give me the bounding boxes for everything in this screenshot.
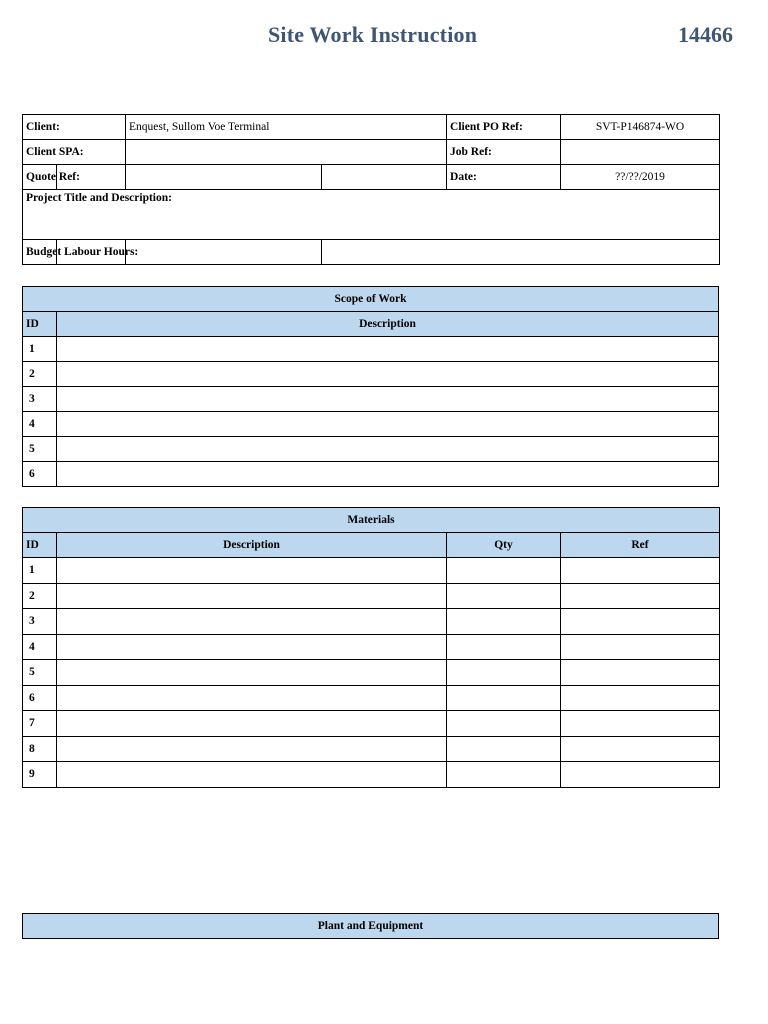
materials-row-description[interactable] bbox=[57, 685, 447, 711]
scope-row-id: 1 bbox=[23, 337, 57, 362]
materials-row-ref[interactable] bbox=[561, 609, 720, 635]
scope-header-row bbox=[23, 312, 719, 337]
materials-row-qty[interactable] bbox=[447, 711, 561, 737]
client-label: Client: bbox=[23, 115, 126, 140]
materials-row bbox=[23, 634, 720, 660]
client-spa-label: Client SPA: bbox=[23, 140, 126, 165]
scope-row-id: 4 bbox=[23, 412, 57, 437]
materials-row-qty[interactable] bbox=[447, 685, 561, 711]
materials-row-ref[interactable] bbox=[561, 711, 720, 737]
scope-row bbox=[23, 362, 719, 387]
quote-ref-extra[interactable] bbox=[322, 165, 447, 190]
materials-row-id: 1 bbox=[23, 558, 57, 584]
materials-row-id: 2 bbox=[23, 583, 57, 609]
materials-row-id: 7 bbox=[23, 711, 57, 737]
scope-row bbox=[23, 462, 719, 487]
scope-row-description[interactable] bbox=[57, 412, 719, 437]
quote-row bbox=[23, 165, 720, 190]
materials-row-ref[interactable] bbox=[561, 558, 720, 584]
materials-row-qty[interactable] bbox=[447, 583, 561, 609]
materials-row-qty[interactable] bbox=[447, 558, 561, 584]
materials-row-id: 9 bbox=[23, 762, 57, 788]
materials-col-description: Description bbox=[57, 533, 447, 558]
materials-row bbox=[23, 736, 720, 762]
budget-labour-hours-label: Budget Labour Hours: bbox=[26, 246, 139, 258]
scope-row-description[interactable] bbox=[57, 337, 719, 362]
materials-row bbox=[23, 609, 720, 635]
scope-row-id: 3 bbox=[23, 387, 57, 412]
scope-row-id: 2 bbox=[23, 362, 57, 387]
materials-row-id: 6 bbox=[23, 685, 57, 711]
materials-row-id: 5 bbox=[23, 660, 57, 686]
materials-row bbox=[23, 762, 720, 788]
materials-row-ref[interactable] bbox=[561, 736, 720, 762]
client-po-label: Client PO Ref: bbox=[447, 115, 561, 140]
date-label: Date: bbox=[447, 165, 561, 190]
budget-row bbox=[23, 240, 720, 265]
materials-row bbox=[23, 685, 720, 711]
materials-col-ref: Ref bbox=[561, 533, 720, 558]
materials-row bbox=[23, 583, 720, 609]
scope-row bbox=[23, 387, 719, 412]
plant-equipment-table bbox=[22, 913, 719, 939]
materials-row-qty[interactable] bbox=[447, 660, 561, 686]
materials-row-qty[interactable] bbox=[447, 634, 561, 660]
scope-title: Scope of Work bbox=[23, 287, 719, 312]
scope-row bbox=[23, 412, 719, 437]
document-title: Site Work Instruction bbox=[268, 22, 478, 47]
plant-title-row bbox=[23, 914, 719, 939]
scope-row bbox=[23, 337, 719, 362]
materials-row-description[interactable] bbox=[57, 736, 447, 762]
job-ref-value[interactable] bbox=[561, 140, 720, 165]
project-row bbox=[23, 190, 720, 240]
materials-row-description[interactable] bbox=[57, 762, 447, 788]
scope-title-row bbox=[23, 287, 719, 312]
materials-row-ref[interactable] bbox=[561, 762, 720, 788]
materials-row-id: 3 bbox=[23, 609, 57, 635]
materials-row-qty[interactable] bbox=[447, 736, 561, 762]
materials-col-id: ID bbox=[23, 533, 57, 558]
materials-row-ref[interactable] bbox=[561, 634, 720, 660]
materials-title-row bbox=[23, 508, 720, 533]
scope-row-description[interactable] bbox=[57, 387, 719, 412]
materials-table bbox=[22, 507, 720, 788]
scope-col-id: ID bbox=[23, 312, 57, 337]
document-number: 14466 bbox=[678, 22, 733, 47]
materials-row-description[interactable] bbox=[57, 711, 447, 737]
scope-of-work-table bbox=[22, 286, 719, 487]
quote-ref-label-cell bbox=[23, 165, 80, 190]
quote-ref-value[interactable] bbox=[126, 165, 322, 190]
materials-row-description[interactable] bbox=[57, 583, 447, 609]
materials-row bbox=[23, 711, 720, 737]
quote-ref-label: Quote Ref: bbox=[26, 171, 80, 183]
budget-extra bbox=[126, 240, 322, 265]
budget-label-cell bbox=[23, 240, 139, 265]
scope-row-id: 6 bbox=[23, 462, 57, 487]
plant-title: Plant and Equipment bbox=[23, 914, 719, 939]
date-value[interactable]: ??/??/2019 bbox=[561, 165, 720, 190]
scope-row-description[interactable] bbox=[57, 362, 719, 387]
materials-col-qty: Qty bbox=[447, 533, 561, 558]
materials-row-id: 4 bbox=[23, 634, 57, 660]
materials-row-ref[interactable] bbox=[561, 583, 720, 609]
project-title-label[interactable]: Project Title and Description: bbox=[23, 190, 720, 240]
scope-row-description[interactable] bbox=[57, 462, 719, 487]
scope-row bbox=[23, 437, 719, 462]
materials-row-description[interactable] bbox=[57, 660, 447, 686]
client-row bbox=[23, 115, 720, 140]
client-po-value[interactable]: SVT-P146874-WO bbox=[561, 115, 720, 140]
materials-row-description[interactable] bbox=[57, 558, 447, 584]
materials-row-qty[interactable] bbox=[447, 762, 561, 788]
materials-row-id: 8 bbox=[23, 736, 57, 762]
materials-header-row bbox=[23, 533, 720, 558]
info-table bbox=[22, 114, 720, 265]
materials-row-ref[interactable] bbox=[561, 660, 720, 686]
scope-row-id: 5 bbox=[23, 437, 57, 462]
job-ref-label: Job Ref: bbox=[447, 140, 561, 165]
budget-labour-hours-value[interactable] bbox=[322, 240, 720, 265]
client-spa-row bbox=[23, 140, 720, 165]
scope-col-description: Description bbox=[57, 312, 719, 337]
client-spa-value[interactable] bbox=[126, 140, 447, 165]
scope-row-description[interactable] bbox=[57, 437, 719, 462]
materials-row bbox=[23, 558, 720, 584]
materials-row-ref[interactable] bbox=[561, 685, 720, 711]
client-value[interactable]: Enquest, Sullom Voe Terminal bbox=[126, 115, 447, 140]
materials-title: Materials bbox=[23, 508, 720, 533]
materials-row-qty[interactable] bbox=[447, 609, 561, 635]
materials-row bbox=[23, 660, 720, 686]
materials-row-description[interactable] bbox=[57, 634, 447, 660]
materials-row-description[interactable] bbox=[57, 609, 447, 635]
